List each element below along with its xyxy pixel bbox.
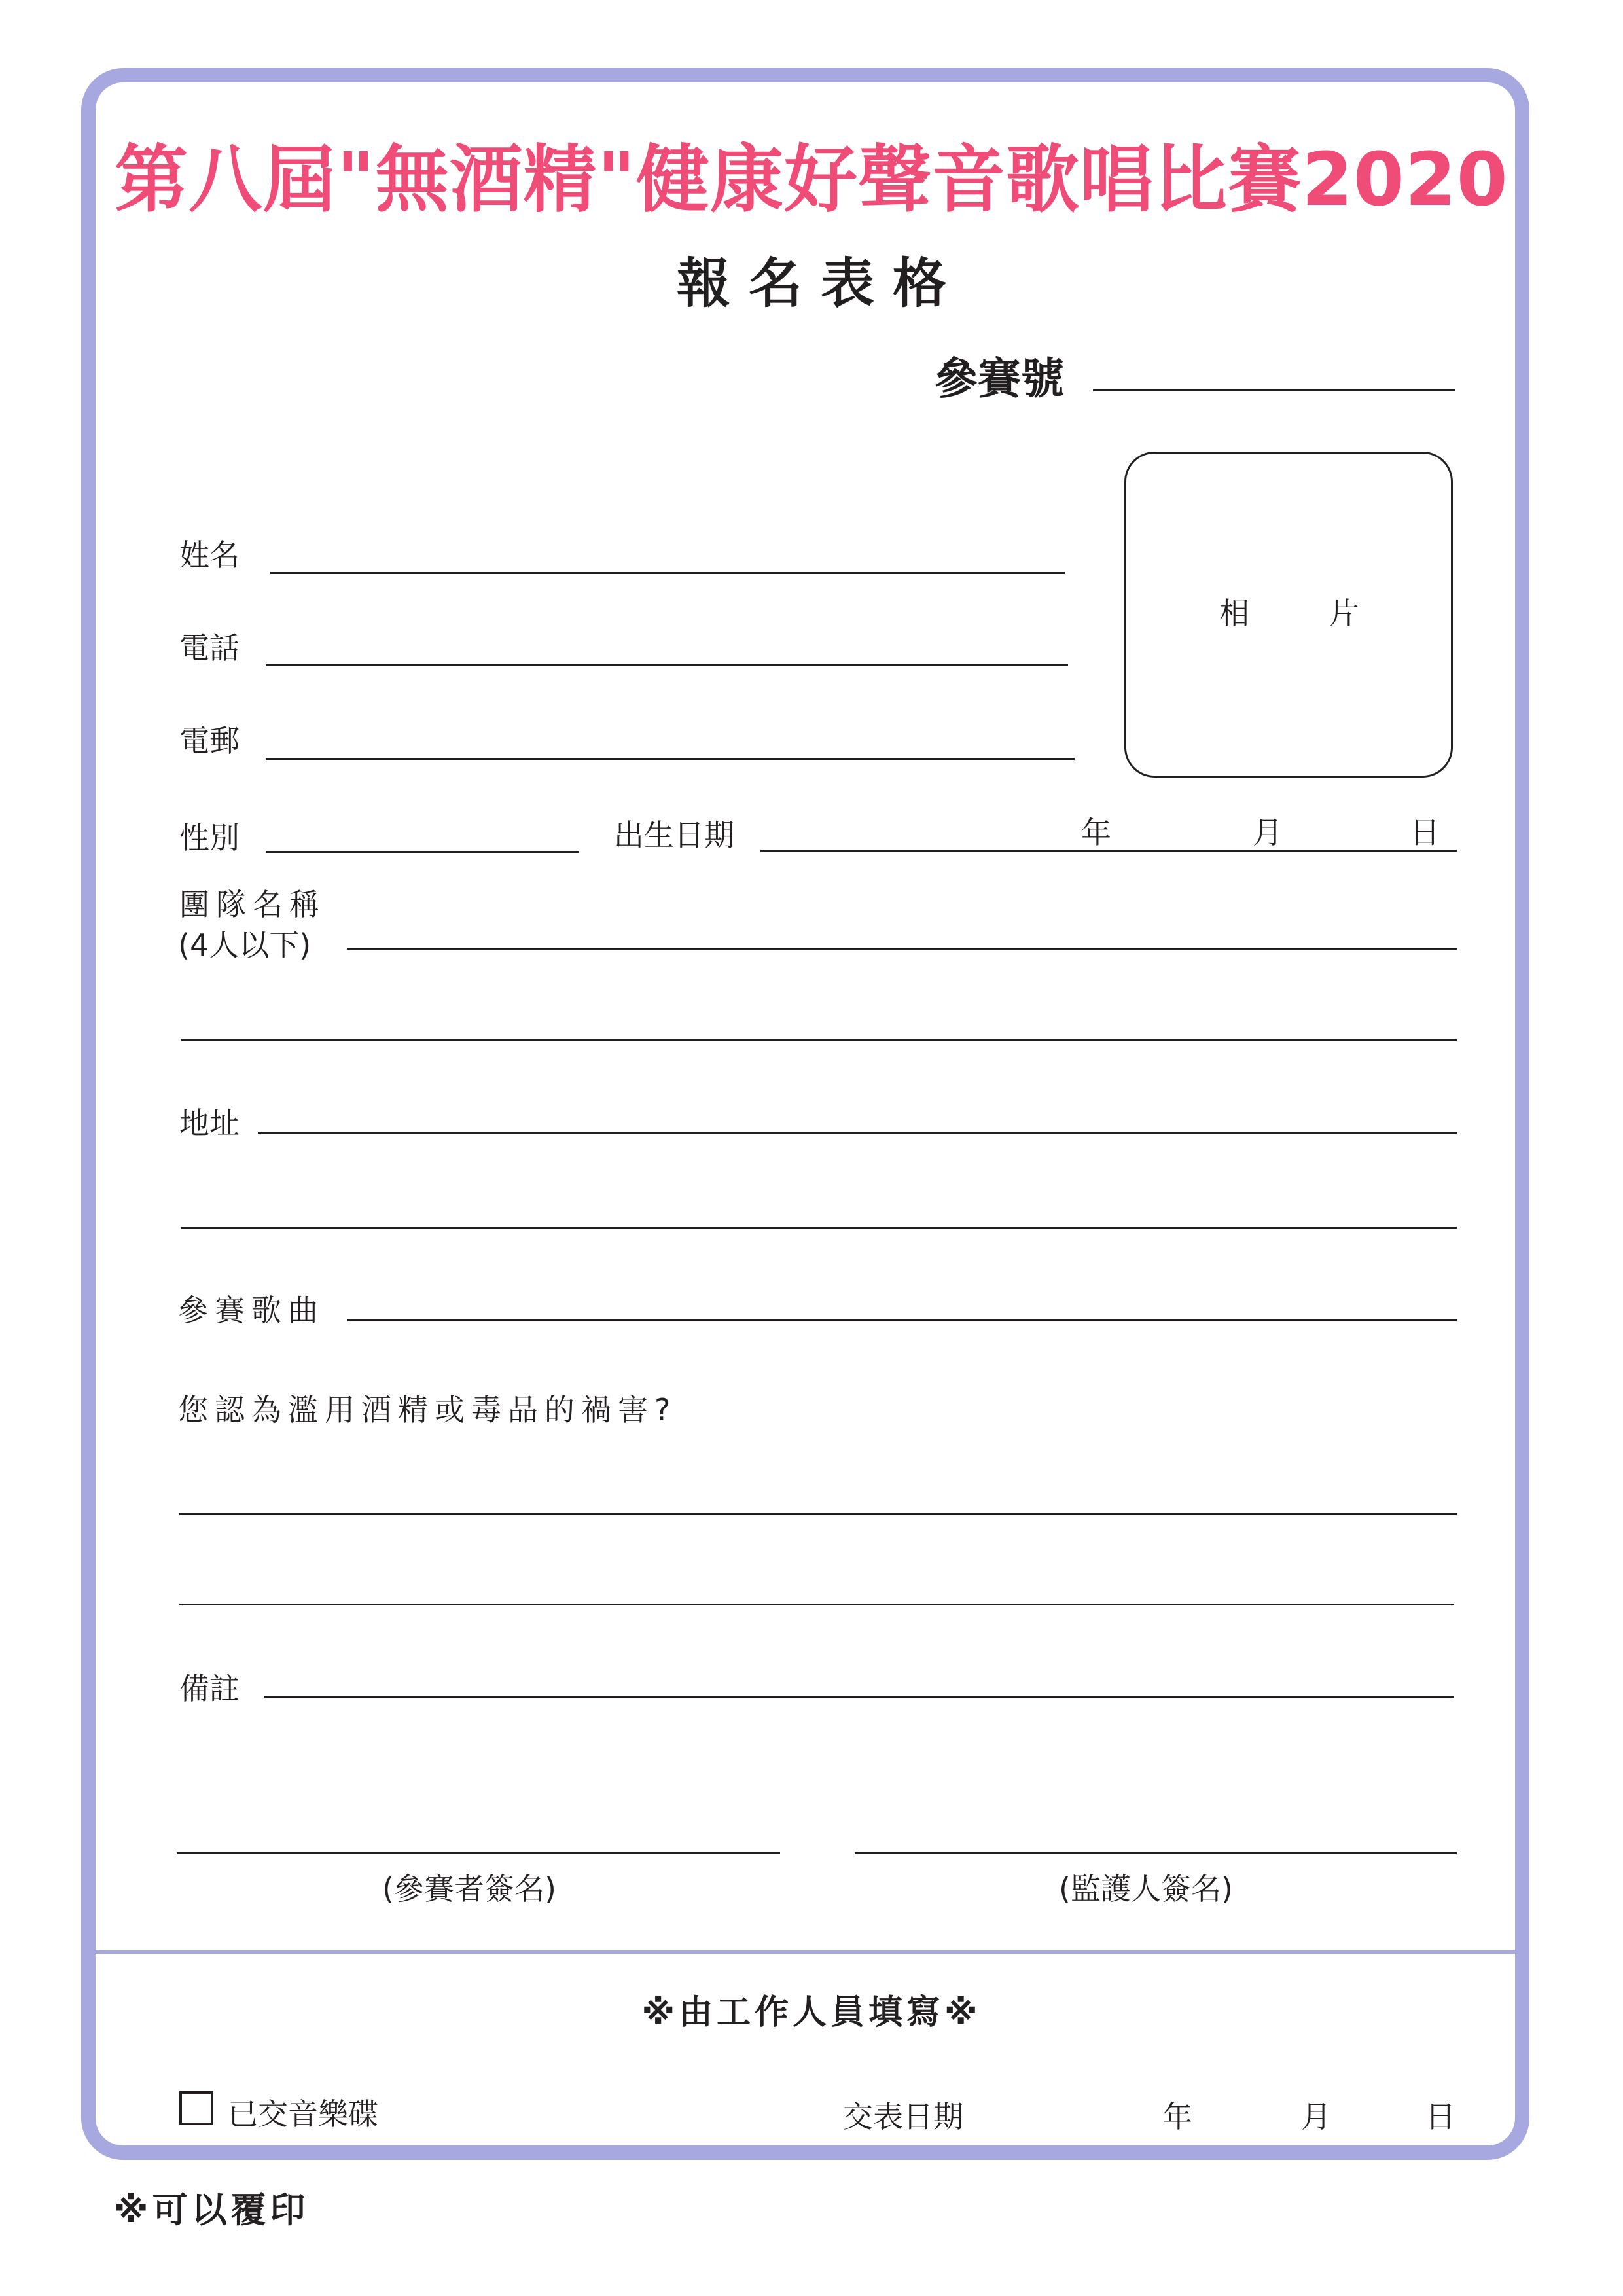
- name-label: 姓名: [179, 537, 240, 573]
- cd-submitted-checkbox[interactable]: [179, 2091, 213, 2125]
- phone-line[interactable]: [266, 664, 1068, 666]
- submit-year-label: 年: [1162, 2099, 1192, 2134]
- guardian-signature-label: (監護人簽名): [1059, 1871, 1233, 1907]
- birth-day-label: 日: [1410, 815, 1440, 850]
- submit-day-label: 日: [1425, 2099, 1455, 2134]
- address-line-2[interactable]: [181, 1227, 1457, 1229]
- song-line[interactable]: [347, 1319, 1457, 1321]
- address-line[interactable]: [258, 1132, 1457, 1134]
- remarks-label: 備註: [179, 1671, 240, 1706]
- address-label: 地址: [179, 1105, 240, 1141]
- form-title: 第八屆"無酒精"健康好聲音歌唱比賽2020: [115, 137, 1508, 223]
- gender-line[interactable]: [266, 851, 579, 853]
- song-label: 參賽歌曲: [178, 1293, 325, 1328]
- email-line[interactable]: [266, 758, 1075, 760]
- participant-signature-label: (參賽者簽名): [382, 1871, 556, 1907]
- photo-label-left: 相: [1219, 596, 1249, 631]
- answer-line-1[interactable]: [179, 1513, 1457, 1515]
- participant-signature-line[interactable]: [177, 1852, 780, 1854]
- answer-line-2[interactable]: [179, 1604, 1454, 1605]
- form-frame: [81, 68, 1529, 2160]
- name-line[interactable]: [270, 572, 1065, 574]
- submit-date-label: 交表日期: [843, 2099, 963, 2134]
- photo-box[interactable]: [1124, 452, 1453, 778]
- staff-section-divider: [96, 1950, 1516, 1954]
- form-subtitle: 報名表格: [676, 253, 965, 315]
- email-label: 電郵: [179, 723, 240, 759]
- question-label: 您認為濫用酒精或毒品的禍害?: [178, 1392, 677, 1427]
- team-name-label: 團隊名稱: [179, 887, 326, 922]
- photocopy-note: ※可以覆印: [114, 2189, 310, 2231]
- remarks-line[interactable]: [264, 1696, 1454, 1698]
- birth-year-label: 年: [1081, 815, 1111, 850]
- phone-label: 電話: [179, 630, 240, 666]
- team-note-label: (4人以下): [178, 927, 312, 963]
- submit-month-label: 月: [1301, 2099, 1331, 2134]
- staff-heading: ※由工作人員填寫※: [641, 1993, 982, 2032]
- photo-label-right: 片: [1329, 596, 1359, 631]
- gender-label: 性別: [179, 820, 240, 855]
- birth-date-label: 出生日期: [614, 817, 734, 853]
- cd-submitted-label: 已交音樂碟: [228, 2096, 378, 2132]
- team-name-line-2[interactable]: [181, 1039, 1457, 1041]
- entry-number-line[interactable]: [1093, 389, 1455, 391]
- guardian-signature-line[interactable]: [855, 1852, 1457, 1854]
- entry-number-label: 參賽號: [935, 353, 1064, 404]
- team-name-line[interactable]: [347, 948, 1457, 950]
- birth-month-label: 月: [1253, 815, 1283, 850]
